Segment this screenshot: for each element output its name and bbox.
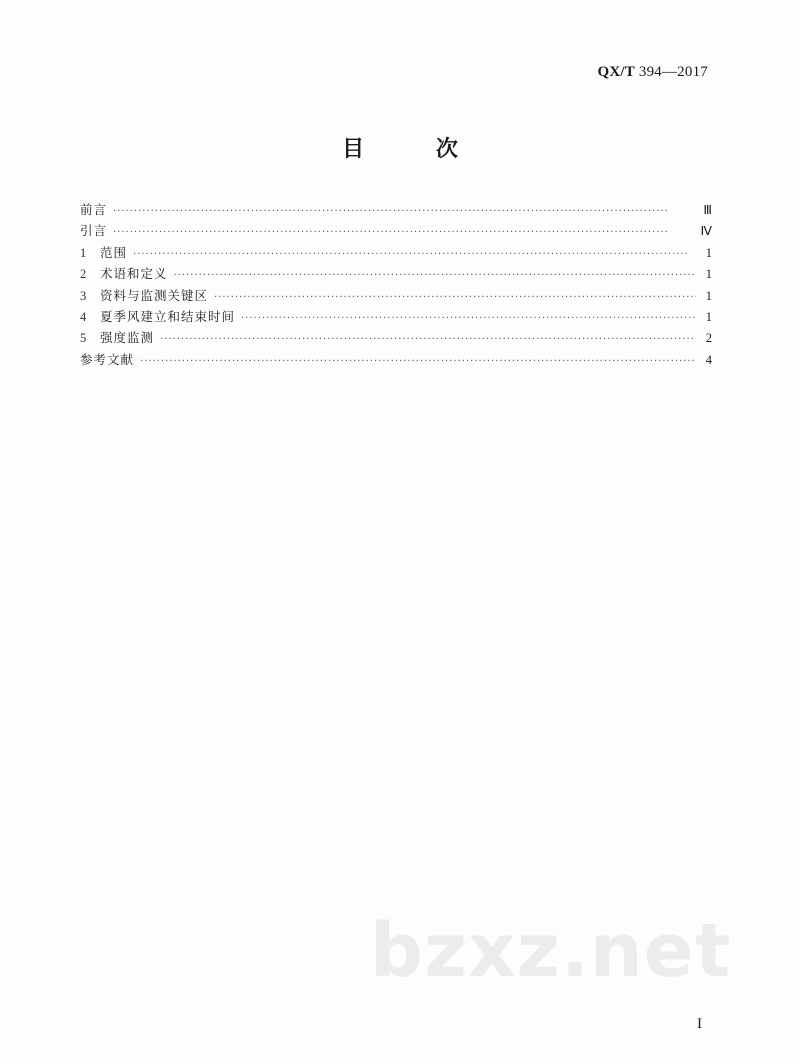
toc-entry-label: 资料与监测关键区 bbox=[100, 287, 209, 303]
toc-entry-onset-end[interactable] bbox=[80, 306, 712, 327]
toc-leader-dots bbox=[113, 222, 694, 243]
toc-entry-data-regions[interactable] bbox=[80, 285, 712, 306]
page-number: I bbox=[697, 1016, 702, 1032]
toc-entry-page: Ⅲ bbox=[703, 203, 712, 217]
toc-entry-page: Ⅳ bbox=[700, 224, 712, 239]
toc-entry-label: 前言 bbox=[80, 202, 108, 217]
toc-entry-preface[interactable] bbox=[80, 199, 712, 220]
toc-entry-intensity[interactable] bbox=[80, 327, 712, 348]
toc-leader-dots bbox=[113, 201, 696, 222]
toc-entry-label: 术语和定义 bbox=[100, 266, 168, 282]
toc-entry-label: 强度监测 bbox=[100, 330, 155, 346]
toc-entry-number: 3 bbox=[80, 288, 87, 303]
toc-leader-dots bbox=[241, 308, 696, 329]
toc-entry-label: 引言 bbox=[80, 223, 108, 239]
toc-entry-page: 1 bbox=[705, 267, 712, 282]
toc-leader-dots bbox=[160, 329, 696, 350]
toc-leader-dots bbox=[133, 244, 696, 265]
toc-entry-page: 1 bbox=[705, 245, 712, 260]
toc-entry-label: 范围 bbox=[100, 244, 128, 260]
toc-entry-number: 4 bbox=[80, 309, 87, 324]
standard-code-number: 394—2017 bbox=[634, 64, 708, 80]
toc-entry-page: 2 bbox=[705, 331, 712, 346]
toc-entry-references[interactable] bbox=[80, 349, 712, 370]
toc-title: 目 次 bbox=[342, 137, 490, 162]
toc-entry-number: 2 bbox=[80, 267, 87, 282]
toc-entry-label: 参考文献 bbox=[80, 351, 135, 367]
toc-entry-scope[interactable] bbox=[80, 242, 712, 263]
toc-leader-dots bbox=[174, 265, 696, 286]
toc-entry-page: 1 bbox=[705, 288, 712, 303]
watermark: bzxz.net bbox=[370, 908, 732, 994]
toc-entry-number: 1 bbox=[80, 245, 87, 260]
toc-entry-terms[interactable] bbox=[80, 263, 712, 284]
toc-entry-page: 1 bbox=[705, 309, 712, 324]
toc-leader-dots bbox=[214, 287, 696, 308]
standard-code bbox=[597, 64, 708, 81]
toc-entry-label: 夏季风建立和结束时间 bbox=[100, 308, 236, 324]
toc-entry-number: 5 bbox=[80, 331, 87, 346]
toc-leader-dots bbox=[140, 351, 696, 372]
toc-entry-introduction[interactable] bbox=[80, 220, 712, 241]
table-of-contents bbox=[80, 199, 712, 370]
standard-code-prefix: QX/T bbox=[597, 64, 635, 80]
toc-entry-page: 4 bbox=[705, 352, 712, 367]
